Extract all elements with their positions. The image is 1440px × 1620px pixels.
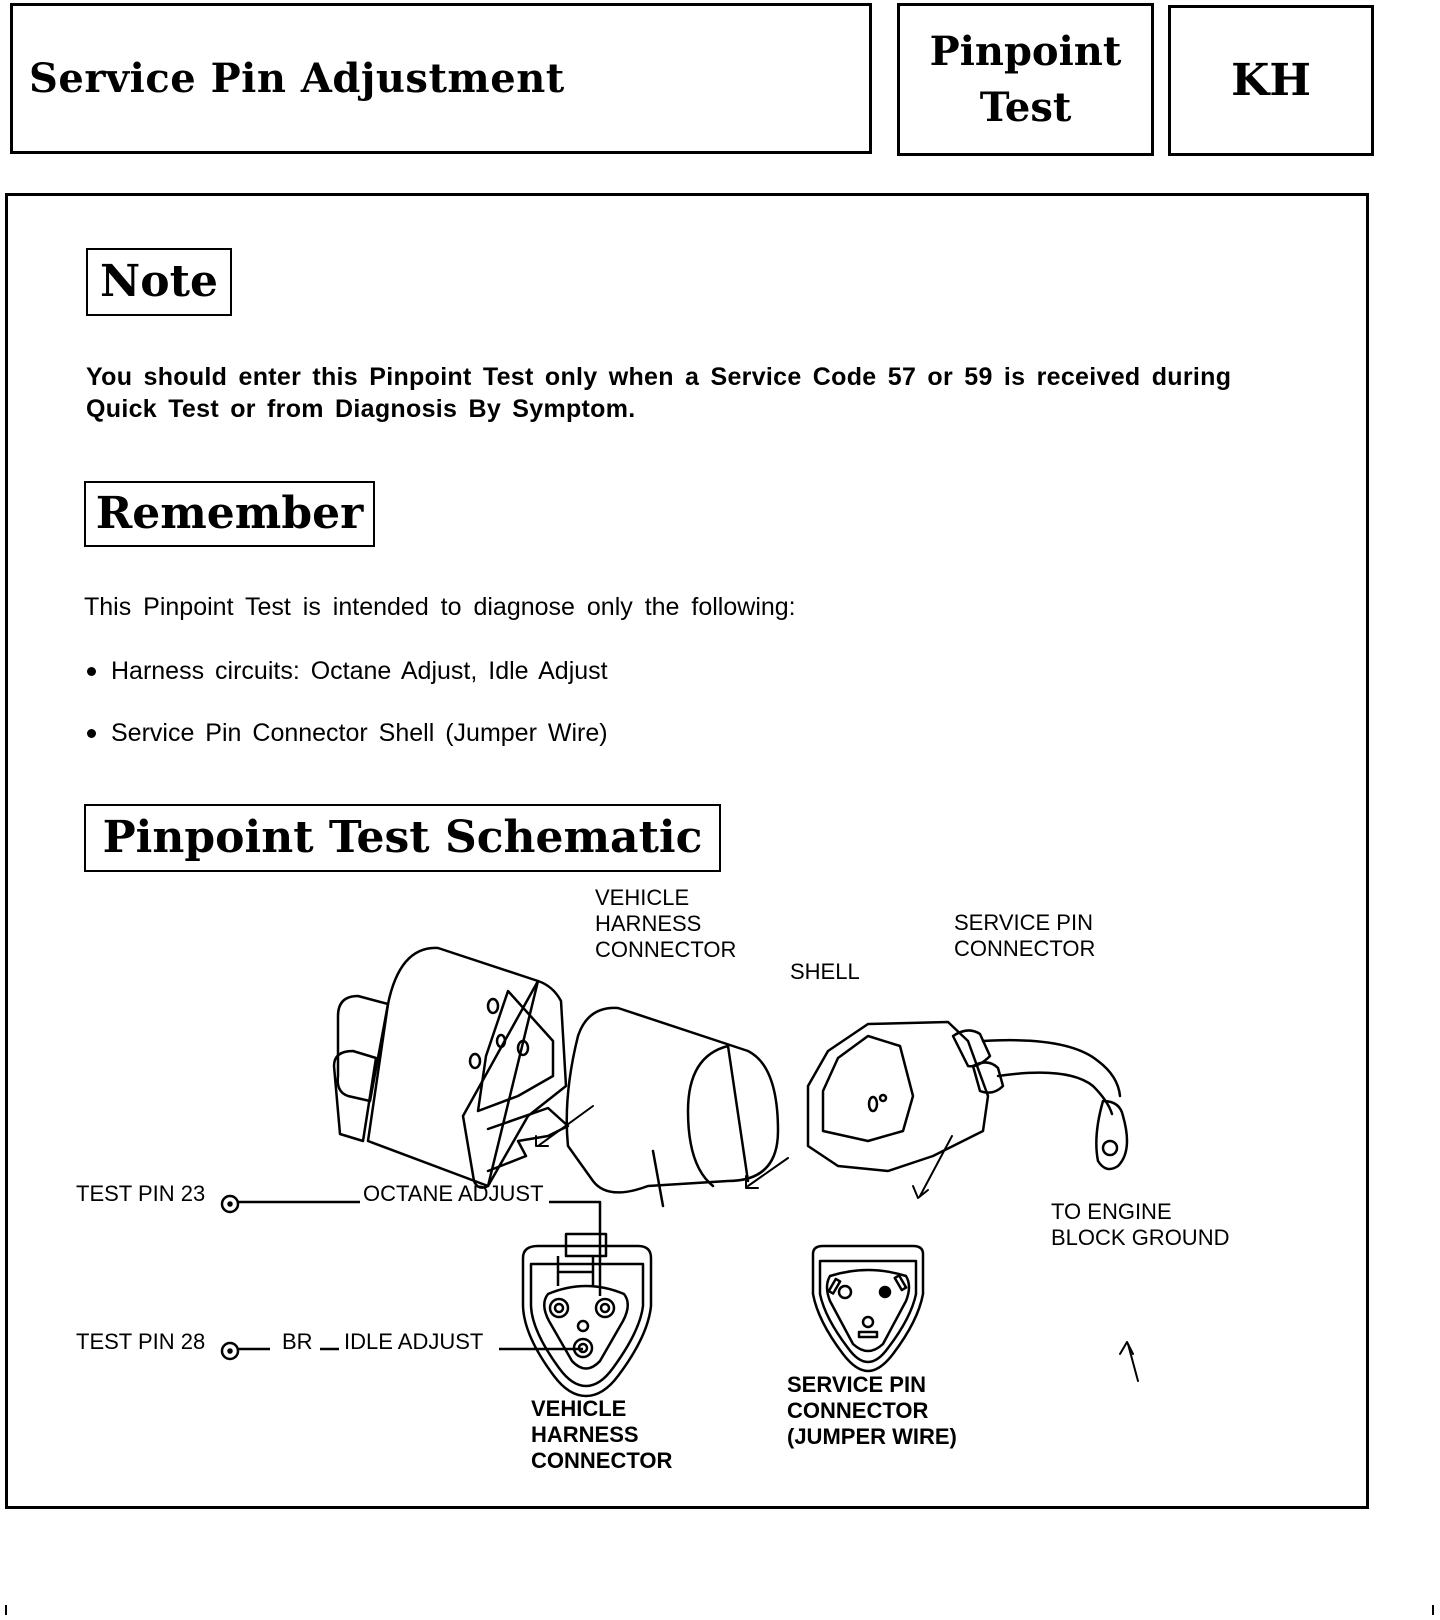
page-edge-mark — [5, 1605, 7, 1615]
remember-heading-box — [84, 481, 375, 547]
label-line: CONNECTOR — [787, 1398, 929, 1423]
label-test-pin-28: TEST PIN 28 — [76, 1329, 206, 1354]
schematic-diagram — [8, 876, 1372, 1506]
remember-heading: Remember — [95, 488, 364, 539]
note-text: You should enter this Pinpoint Test only when a Service Code 57 or 59 is received during Quick Test or from Diagnosis By Symptom. — [86, 363, 1232, 423]
label-line: VEHICLE — [531, 1396, 627, 1421]
label-line: HARNESS — [531, 1422, 639, 1447]
page-title: Service Pin Adjustment — [29, 55, 565, 102]
page-edge-mark — [1432, 1605, 1434, 1615]
bullet-icon — [87, 667, 96, 676]
label-line: SERVICE PIN — [787, 1372, 926, 1397]
schematic-heading: Pinpoint Test Schematic — [102, 812, 703, 863]
label-line: BLOCK GROUND — [1051, 1225, 1230, 1250]
content-frame — [5, 193, 1369, 1509]
title-box — [10, 3, 872, 154]
section-type-box — [897, 3, 1154, 156]
label-line: VEHICLE — [595, 885, 690, 910]
label-line: SERVICE PIN — [954, 910, 1093, 935]
label-octane-adjust: OCTANE ADJUST — [363, 1181, 544, 1206]
list-item-text: Service Pin Connector Shell (Jumper Wire) — [111, 719, 608, 747]
test-code-box — [1168, 5, 1374, 156]
vehicle-harness-face-drawing — [523, 1234, 651, 1396]
list-item — [84, 656, 608, 686]
test-code: KH — [1231, 55, 1311, 106]
label-line: CONNECTOR — [595, 937, 737, 962]
service-pin-face-drawing — [813, 1246, 923, 1371]
label-service-pin-face — [787, 1372, 957, 1450]
list-item-text: Harness circuits: Octane Adjust, Idle Adjust — [111, 657, 608, 685]
wiring-schematic — [8, 876, 1372, 1506]
schematic-heading-box — [84, 804, 721, 872]
bullet-icon — [87, 729, 96, 738]
section-type-line-2: Test — [979, 83, 1072, 131]
label-line: CONNECTOR — [531, 1448, 673, 1473]
note-heading-box — [86, 248, 232, 316]
label-wire-color-br: BR — [282, 1329, 313, 1354]
label-line: TO ENGINE — [1051, 1199, 1172, 1224]
label-line: HARNESS — [595, 911, 702, 936]
label-line: (JUMPER WIRE) — [787, 1424, 957, 1449]
label-test-pin-23: TEST PIN 23 — [76, 1181, 206, 1206]
section-type-line-1: Pinpoint — [929, 27, 1122, 75]
label-vehicle-harness-face — [531, 1396, 672, 1474]
label-shell: SHELL — [790, 959, 860, 984]
remember-intro: This Pinpoint Test is intended to diagnose only the following: — [84, 593, 796, 621]
note-heading: Note — [100, 256, 218, 307]
label-line: CONNECTOR — [954, 936, 1096, 961]
remember-list — [84, 656, 608, 780]
list-item — [84, 718, 608, 748]
label-idle-adjust: IDLE ADJUST — [344, 1329, 484, 1354]
